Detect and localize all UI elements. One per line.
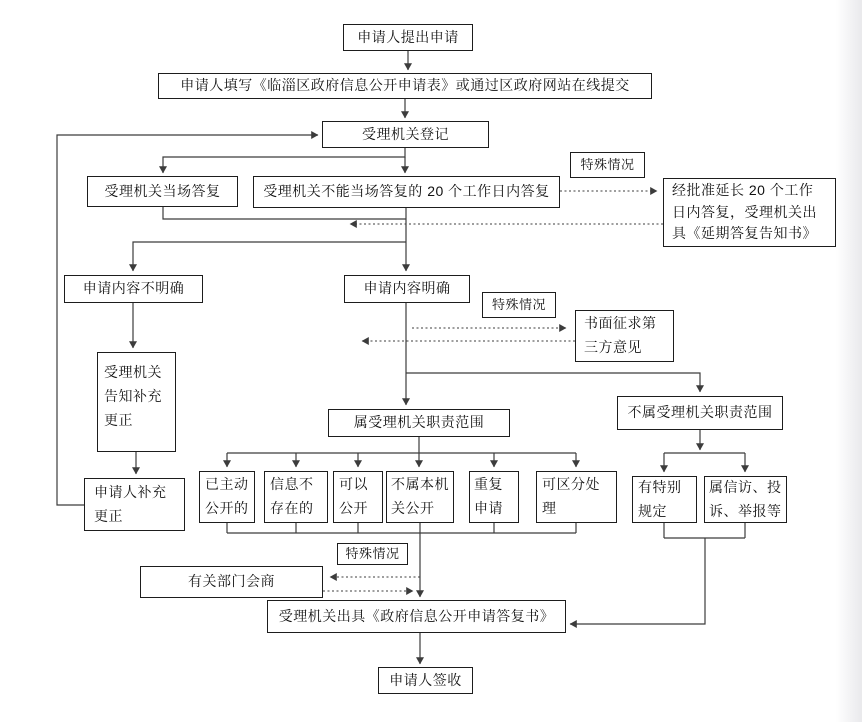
node-info-not-exist: 信息不存在的: [264, 471, 328, 523]
node-third-party-opinion: 书面征求第三方意见: [575, 310, 674, 362]
edge-clear-to-outscope: [406, 373, 700, 392]
node-applicant-supplement: 申请人补充更正: [84, 478, 185, 531]
node-can-disclose: 可以公开: [333, 471, 383, 523]
edge-register-to-onspot: [163, 148, 405, 173]
edge-main-to-content-unclear: [133, 242, 406, 271]
node-separable-handling: 可区分处理: [536, 471, 617, 523]
node-in-scope: 属受理机关职责范围: [328, 409, 510, 437]
node-fill-application-form: 申请人填写《临淄区政府信息公开申请表》或通过区政府网站在线提交: [158, 73, 652, 99]
node-special-case-1: 特殊情况: [570, 152, 645, 178]
node-special-provision: 有特别规定: [632, 476, 697, 523]
edge-right-to-reply-doc: [570, 538, 705, 624]
edge-onspot-merge: [163, 207, 406, 219]
node-repeat-application: 重复申请: [469, 471, 519, 523]
node-special-case-2: 特殊情况: [482, 292, 556, 318]
node-deferred-reply: 受理机关不能当场答复的 20 个工作日内答复: [253, 176, 560, 208]
node-special-case-3: 特殊情况: [337, 543, 408, 565]
node-content-clear: 申请内容明确: [344, 275, 470, 303]
node-onspot-reply: 受理机关当场答复: [87, 176, 238, 207]
node-register: 受理机关登记: [322, 121, 489, 148]
node-reply-document: 受理机关出具《政府信息公开申请答复书》: [267, 600, 566, 633]
node-already-public: 已主动公开的: [199, 471, 255, 523]
node-department-consult: 有关部门会商: [140, 566, 323, 598]
dashed-connectors: [323, 191, 663, 591]
node-not-this-agency: 不属本机关公开: [386, 471, 454, 523]
node-petition-complaint: 属信访、投诉、举报等: [704, 476, 787, 523]
node-extension-notice: 经批准延长 20 个工作日内答复，受理机关出具《延期答复告知书》: [663, 178, 836, 247]
node-apply-submit: 申请人提出申请: [343, 24, 473, 51]
node-sign-receipt: 申请人签收: [378, 667, 473, 694]
node-content-unclear: 申请内容不明确: [64, 275, 203, 303]
node-notify-supplement: 受理机关告知补充更正: [97, 352, 176, 452]
node-out-of-scope: 不属受理机关职责范围: [617, 396, 783, 430]
